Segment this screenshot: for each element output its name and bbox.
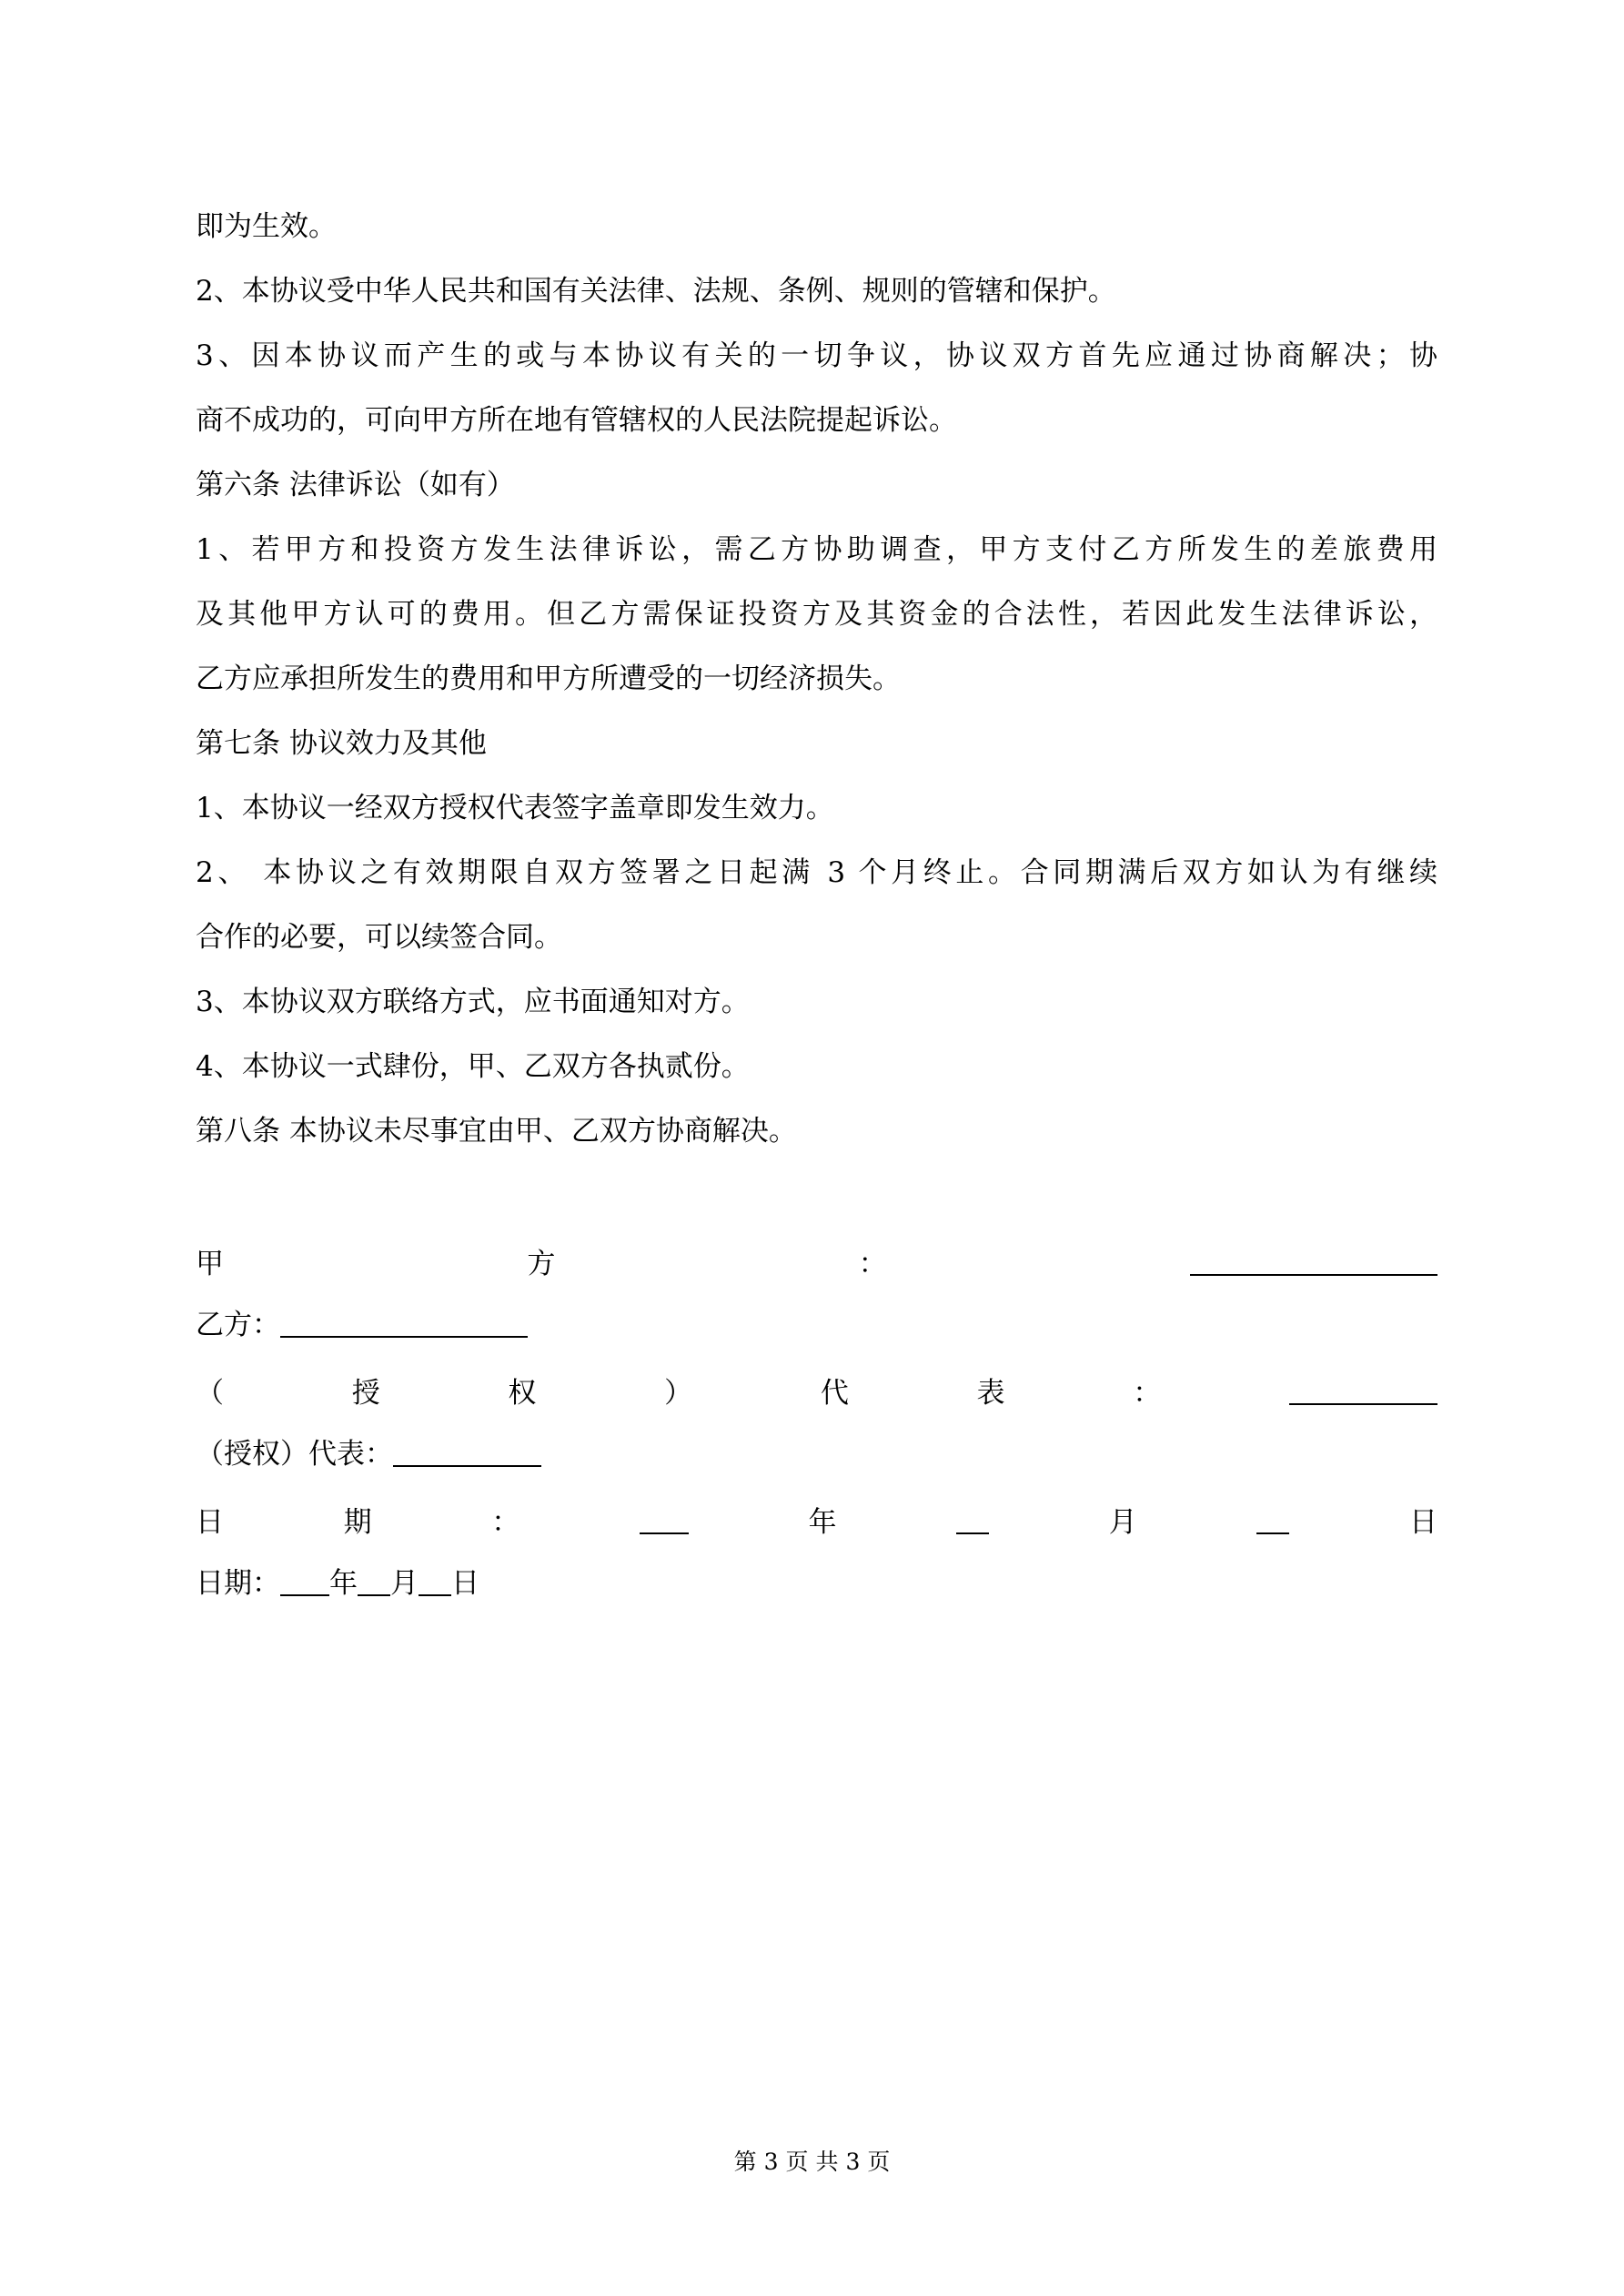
date-b-day-blank[interactable] [419,1567,451,1596]
date-a-colon: ： [491,1506,520,1539]
rep-b-signature-blank[interactable] [393,1438,541,1467]
paragraph-line: 乙方应承担所发生的费用和甲方所遭受的一切经济损失。 [196,663,901,695]
page-footer [0,2144,1624,2177]
date-a-month: 月 [1108,1506,1137,1539]
paragraph-line: 2、 本协议之有效期限自双方签署之日起满 3 个月终止。合同期满后双方如认为有继续 [196,856,1437,889]
document-body [196,195,1437,1616]
date-b-year: 年 [329,1567,358,1600]
paragraph-line: 2、本协议受中华人民共和国有关法律、法规、条例、规则的管辖和保护。 [196,275,1116,308]
paragraph-line: 1、本协议一经双方授权代表签字盖章即发生效力。 [196,792,834,824]
date-b-month-blank[interactable] [358,1567,390,1596]
rep-a-signature-blank[interactable] [1289,1376,1437,1405]
rep-a-char: （ [196,1377,224,1410]
date-b-day: 日 [451,1567,479,1600]
date-a-day-blank[interactable] [1256,1505,1289,1534]
footer-page-number: 3 [763,2149,779,2175]
paragraph-line: 3、因本协议而产生的或与本协议有关的一切争议，协议双方首先应通过协商解决；协 [196,339,1437,372]
section-heading-8: 第八条 本协议未尽事宜由甲、乙双方协商解决。 [196,1115,797,1148]
rep-a-char: 授 [351,1377,380,1410]
paragraph-line: 商不成功的，可向甲方所在地有管辖权的人民法院提起诉讼。 [196,404,957,437]
paragraph-line: 合作的必要，可以续签合同。 [196,921,562,954]
paragraph-line: 及其他甲方认可的费用。但乙方需保证投资方及其资金的合法性，若因此发生法律诉讼， [196,598,1437,631]
rep-a-char: 代 [820,1377,849,1410]
footer-mid: 页 共 [785,2149,839,2175]
date-a-char: 日 [196,1506,224,1539]
rep-a-signature-line [196,1358,1437,1422]
paragraph-line: 即为生效。 [196,210,337,243]
rep-b-label: （授权）代表： [196,1438,393,1471]
party-a-char: 甲 [196,1248,224,1280]
party-b-label: 乙方： [196,1309,280,1341]
section-heading-6: 第六条 法律诉讼（如有） [196,469,515,501]
party-b-signature-line [196,1293,1437,1358]
party-a-colon: ： [858,1248,887,1280]
rep-a-char: ） [664,1377,693,1410]
date-b-label: 日期： [196,1567,280,1600]
party-b-signature-blank[interactable] [280,1309,528,1338]
date-a-line [196,1487,1437,1552]
date-a-year-blank[interactable] [640,1505,689,1534]
footer-prefix: 第 [733,2149,757,2175]
party-a-signature-line [196,1229,1437,1293]
spacer [196,1164,1437,1229]
paragraph-line: 3、本协议双方联络方式，应书面通知对方。 [196,986,750,1018]
date-b-line [196,1552,1437,1616]
footer-suffix: 页 [867,2149,891,2175]
rep-a-colon: ： [1133,1377,1162,1410]
date-a-year: 年 [808,1506,837,1539]
date-a-char: 期 [343,1506,372,1539]
rep-a-char: 权 [508,1377,537,1410]
date-b-year-blank[interactable] [280,1567,329,1596]
footer-total-pages: 3 [845,2149,861,2175]
date-b-month: 月 [390,1567,419,1600]
rep-b-signature-line [196,1422,1437,1487]
date-a-month-blank[interactable] [956,1505,989,1534]
section-heading-7: 第七条 协议效力及其他 [196,727,487,760]
paragraph-line: 1、若甲方和投资方发生法律诉讼，需乙方协助调查，甲方支付乙方所发生的差旅费用 [196,533,1437,566]
paragraph-line: 4、本协议一式肆份，甲、乙双方各执贰份。 [196,1050,750,1083]
rep-a-char: 表 [976,1377,1005,1410]
party-a-char: 方 [527,1248,556,1280]
party-a-signature-blank[interactable] [1190,1247,1437,1276]
date-a-day: 日 [1409,1506,1437,1539]
